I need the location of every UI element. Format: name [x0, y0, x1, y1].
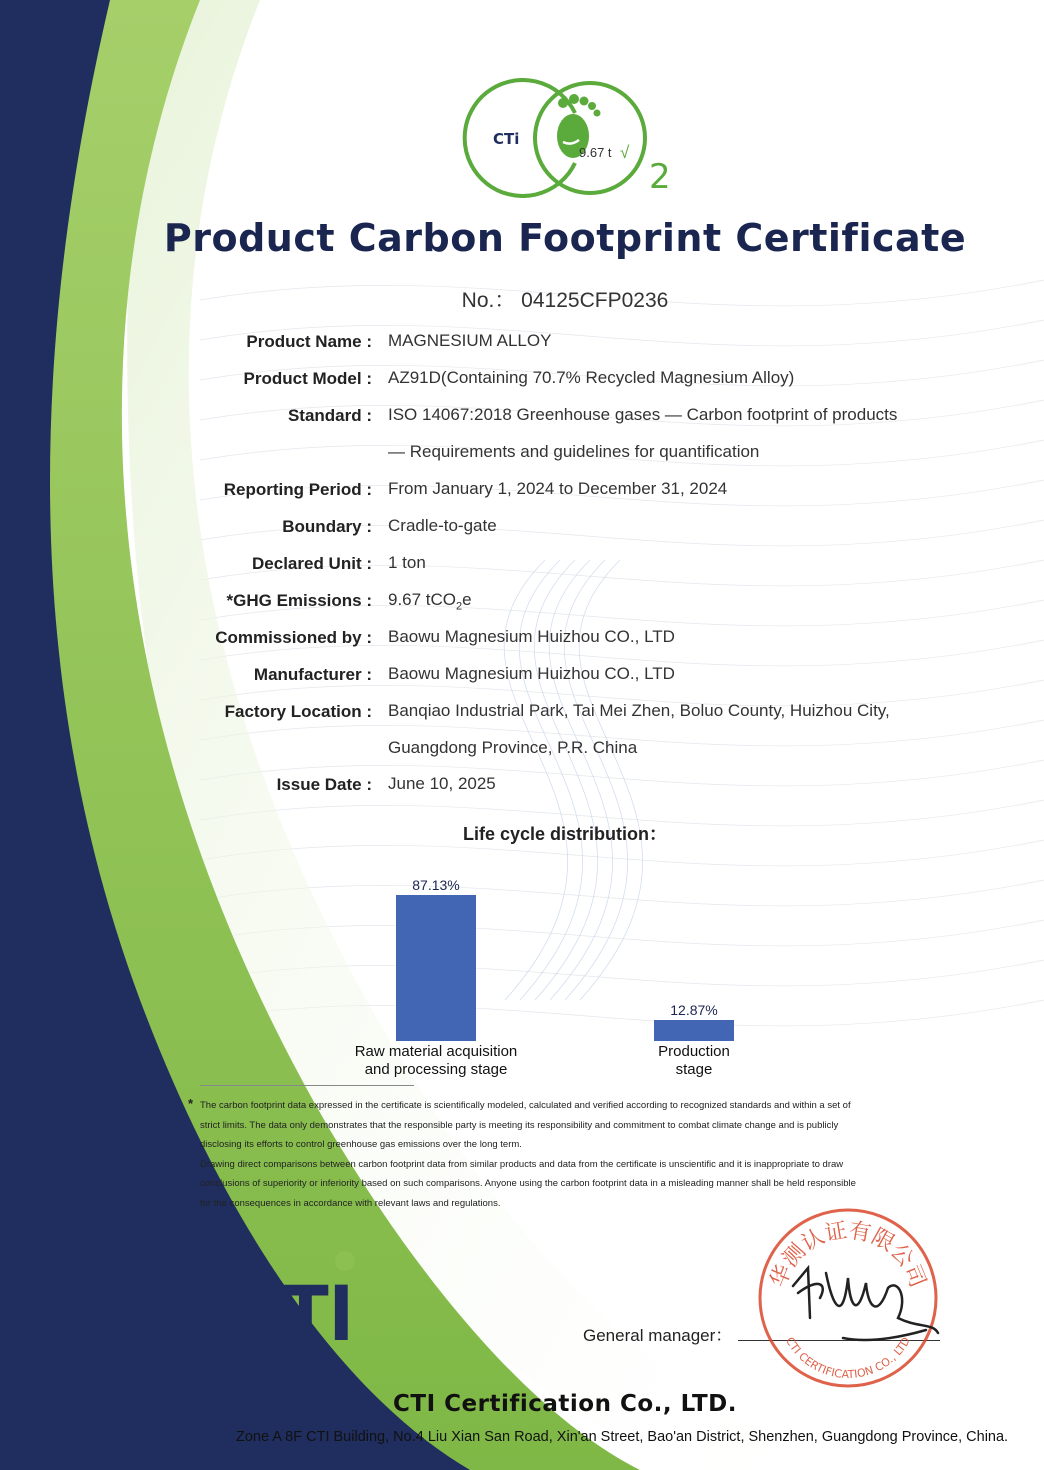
- chart-bar: [396, 895, 476, 1041]
- co2-subscript: 2: [649, 157, 671, 197]
- boundary-label: Boundary :: [282, 517, 372, 536]
- footnote-text: [200, 1096, 940, 1213]
- co2-footprint-logo: [455, 78, 685, 198]
- chart-value-label: 12.87%: [670, 1002, 718, 1018]
- factory-location-value-line2: Guangdong Province, P.R. China: [388, 738, 638, 757]
- badge-value-text: 9.67 t: [579, 145, 612, 160]
- footnote-line: for the consequences in accordance with relevant laws and regulations.: [200, 1197, 501, 1209]
- reporting-period-value: From January 1, 2024 to December 31, 2024: [388, 479, 728, 498]
- company-seal: [748, 1198, 948, 1398]
- chart-category-label: Production stage: [658, 1043, 730, 1078]
- product-model-label: Product Model :: [243, 369, 372, 388]
- standard-value-line1: ISO 14067:2018 Greenhouse gases — Carbon footprint of products: [388, 405, 898, 424]
- seal-text-top: 华测认证有限公司: [765, 1218, 931, 1292]
- footnote-asterisk: *: [188, 1096, 194, 1111]
- check-icon: √: [620, 143, 630, 162]
- cti-logo-text: CTI: [232, 1269, 354, 1348]
- logo-dot-icon: [335, 1251, 355, 1271]
- product-name-label: Product Name :: [246, 332, 372, 351]
- ghg-value-sub: 2: [456, 600, 463, 613]
- issuer-address: Zone A 8F CTI Building, No.4 Liu Xian San Road, Xin'an Street, Bao'an District, Shenzhen, Guangdong Province, China.: [236, 1429, 1009, 1445]
- reporting-period-label: Reporting Period :: [223, 480, 372, 499]
- ghg-value-suffix: e: [462, 590, 472, 609]
- product-model-value: AZ91D(Containing 70.7% Recycled Magnesium Alloy): [388, 368, 795, 387]
- footnote-line: The carbon footprint data expressed in the certificate is scientifically modeled, calculated and verified according to recognized standards and within a set of: [200, 1100, 851, 1111]
- issue-date-label: Issue Date :: [276, 775, 372, 794]
- general-manager-label: General manager：: [583, 1326, 733, 1345]
- ghg-emissions-label-text: GHG Emissions :: [233, 591, 372, 610]
- footnote-line: conclusions of superiority or inferiority based on such comparisons. Anyone using the carbon footprint data in a misleading manner shall be held responsible: [200, 1178, 856, 1189]
- asterisk-mark: *: [226, 591, 234, 610]
- manufacturer-label: Manufacturer :: [253, 665, 372, 684]
- product-name-value: MAGNESIUM ALLOY: [388, 331, 552, 350]
- footnote-divider: [200, 1085, 414, 1086]
- footnote-line: Drawing direct comparisons between carbon footprint data from similar products and data from the certificate is unscientific and it is inappropriate to draw: [200, 1158, 844, 1170]
- chart-title: Life cycle distribution：: [462, 824, 668, 844]
- chart-value-label: 87.13%: [412, 877, 460, 893]
- standard-label: Standard :: [287, 406, 372, 425]
- declared-unit-label: Declared Unit :: [252, 554, 372, 573]
- certificate-title: Product Carbon Footprint Certificate: [163, 216, 967, 260]
- commissioned-by-value: Baowu Magnesium Huizhou CO., LTD: [388, 627, 675, 646]
- footnote-line: strict limits. The data only demonstrates that the responsible party is meeting its responsibility and commitment to combat climate change and is publicly: [200, 1119, 839, 1131]
- seal-text-bottom: CTI CERTIFICATION CO., LTD: [783, 1334, 913, 1382]
- factory-location-label: Factory Location :: [224, 702, 372, 721]
- certificate-number: No.： 04125CFP0236: [461, 289, 669, 312]
- chart-category-label: Raw material acquisition and processing stage: [354, 1043, 518, 1078]
- ghg-emissions-value: [388, 590, 472, 612]
- commissioned-by-label: Commissioned by :: [215, 628, 372, 647]
- chart-bar: [654, 1020, 734, 1041]
- manufacturer-value: Baowu Magnesium Huizhou CO., LTD: [388, 664, 675, 683]
- standard-value-line2: — Requirements and guidelines for quantification: [388, 442, 760, 461]
- boundary-value: Cradle-to-gate: [388, 516, 497, 535]
- ghg-value-main: 9.67 tCO: [388, 590, 457, 609]
- cti-brand-logo: [230, 1248, 360, 1348]
- ghg-emissions-label: [0, 591, 372, 611]
- factory-location-value-line1: Banqiao Industrial Park, Tai Mei Zhen, Boluo County, Huizhou City,: [388, 701, 890, 720]
- badge-cti-text: CTi: [493, 130, 520, 148]
- declared-unit-value: 1 ton: [388, 553, 426, 572]
- issuer-company-name: CTI Certification Co., LTD.: [393, 1391, 737, 1417]
- issue-date-value: June 10, 2025: [388, 774, 496, 793]
- footnote-line: disclosing its efforts to control greenhouse gas emissions over the long term.: [200, 1139, 522, 1150]
